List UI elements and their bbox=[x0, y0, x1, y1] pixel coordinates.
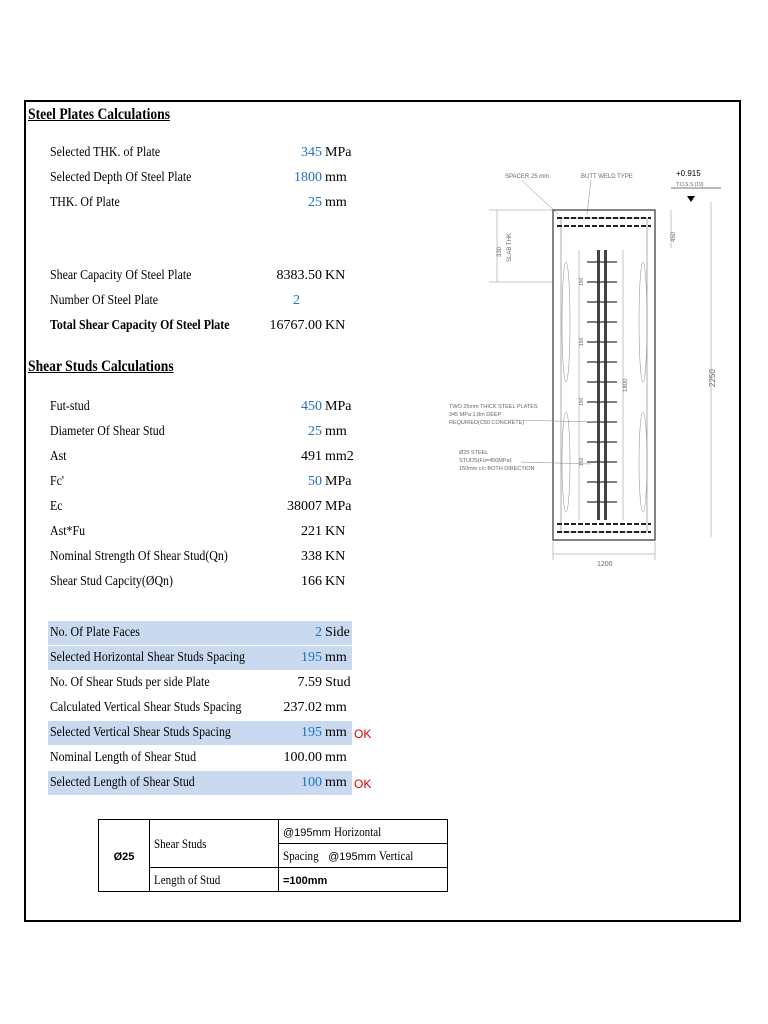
row-label: Nominal Length of Shear Stud bbox=[50, 750, 197, 765]
computed-value: 166 bbox=[301, 574, 322, 589]
row-label: Ec bbox=[50, 499, 63, 514]
dim-330: 330 bbox=[497, 246, 503, 257]
section-drawing bbox=[421, 162, 726, 582]
shear-studs bbox=[587, 262, 617, 502]
butt-weld-label: BUTT WELD TYPE bbox=[581, 174, 633, 180]
summary-table bbox=[98, 819, 448, 892]
ok-flag: OK bbox=[354, 777, 372, 791]
plate-note bbox=[449, 404, 538, 426]
slab-label: SLAB THK bbox=[507, 233, 513, 262]
row-label: Number Of Steel Plate bbox=[50, 293, 159, 308]
input-value[interactable]: 450 bbox=[301, 399, 322, 414]
row-label: THK. Of Plate bbox=[50, 195, 120, 210]
unit: mm bbox=[325, 775, 347, 790]
computed-value: 100.00 bbox=[283, 750, 322, 765]
unit: MPa bbox=[325, 499, 352, 514]
row-label: Selected Depth Of Steel Plate bbox=[50, 170, 192, 185]
steel-plate bbox=[597, 250, 600, 520]
row-label: Selected THK. of Plate bbox=[50, 145, 161, 160]
dim-150: 150 bbox=[579, 457, 585, 466]
svg-text:Ø25 STEEL: Ø25 STEEL bbox=[459, 450, 489, 456]
input-value[interactable]: 50 bbox=[308, 474, 322, 489]
steel-plates-title: Steel Plates Calculations bbox=[28, 106, 171, 123]
computed-value: 491 bbox=[301, 449, 322, 464]
computed-value: 38007 bbox=[287, 499, 322, 514]
dim-1200: 1200 bbox=[597, 561, 613, 568]
row-label: Selected Vertical Shear Studs Spacing bbox=[50, 725, 231, 740]
input-value[interactable]: 2 bbox=[315, 625, 322, 640]
unit: mm bbox=[325, 170, 347, 185]
computed-value: 16767.00 bbox=[269, 318, 322, 333]
unit: KN bbox=[325, 318, 346, 333]
row-label: Selected Horizontal Shear Studs Spacing bbox=[50, 650, 245, 665]
unit: KN bbox=[325, 574, 346, 589]
unit: KN bbox=[325, 524, 346, 539]
input-value[interactable]: 1800 bbox=[294, 170, 322, 185]
unit: mm bbox=[325, 750, 347, 765]
row-label: Shear Capacity Of Steel Plate bbox=[50, 268, 192, 283]
unit: mm bbox=[325, 650, 347, 665]
unit: mm2 bbox=[325, 449, 354, 464]
input-value[interactable]: 345 bbox=[301, 145, 322, 160]
unit: mm bbox=[325, 700, 347, 715]
vertical-spacing-cell: Spacing @195mm Vertical bbox=[279, 844, 448, 868]
unit: Side bbox=[325, 625, 350, 640]
input-value[interactable]: 100 bbox=[301, 775, 322, 790]
steel-plate bbox=[604, 250, 607, 520]
dim-150: 150 bbox=[579, 277, 585, 286]
row-label: No. Of Plate Faces bbox=[50, 625, 140, 640]
length-value-cell: =100mm bbox=[279, 868, 448, 892]
input-value[interactable]: 195 bbox=[301, 725, 322, 740]
computed-value: 237.02 bbox=[283, 700, 322, 715]
row-label: Ast*Fu bbox=[50, 524, 86, 539]
dim-150: 150 bbox=[579, 337, 585, 346]
row-label: Shear Stud Capcity(ØQn) bbox=[50, 574, 173, 589]
stud-note bbox=[459, 450, 535, 472]
input-value[interactable]: 2 bbox=[293, 293, 300, 308]
row-label: Ast bbox=[50, 449, 67, 464]
computed-value: 338 bbox=[301, 549, 322, 564]
row-label-total: Total Shear Capacity Of Steel Plate bbox=[50, 318, 230, 333]
svg-text:TWO 25mm THICK STEEL PLATES: TWO 25mm THICK STEEL PLATES bbox=[449, 404, 538, 410]
unit: mm bbox=[325, 424, 347, 439]
computed-value: 221 bbox=[301, 524, 322, 539]
row-label: Selected Length of Shear Stud bbox=[50, 775, 195, 790]
svg-text:REQUIRED(C50 CONCRETE): REQUIRED(C50 CONCRETE) bbox=[449, 420, 525, 426]
svg-text:345 MPa 1.8m DEEP: 345 MPa 1.8m DEEP bbox=[449, 412, 502, 418]
unit: MPa bbox=[325, 474, 352, 489]
row-label: Nominal Strength Of Shear Stud(Qn) bbox=[50, 549, 228, 564]
row-label: Diameter Of Shear Stud bbox=[50, 424, 165, 439]
calculation-sheet bbox=[24, 100, 741, 922]
spacer-label: SPACER 25 mm bbox=[505, 174, 550, 180]
svg-text:STUDS(Fu=450MPa): STUDS(Fu=450MPa) bbox=[459, 458, 512, 464]
dim-1800: 1800 bbox=[623, 378, 629, 392]
unit: mm bbox=[325, 725, 347, 740]
dim-450: 450 bbox=[671, 231, 677, 242]
input-value[interactable]: 25 bbox=[308, 195, 322, 210]
diameter-cell: Ø25 bbox=[99, 820, 150, 892]
unit: KN bbox=[325, 549, 346, 564]
svg-text:150mm c/c BOTH DIRECTION: 150mm c/c BOTH DIRECTION bbox=[459, 466, 535, 472]
row-label: Calculated Vertical Shear Studs Spacing bbox=[50, 700, 242, 715]
computed-value: 8383.50 bbox=[276, 268, 322, 283]
shear-studs-cell: Shear Studs bbox=[150, 820, 279, 868]
level-label: +0.915 bbox=[676, 169, 701, 178]
computed-value: 7.59 bbox=[297, 675, 322, 690]
input-value[interactable]: 25 bbox=[308, 424, 322, 439]
input-value[interactable]: 195 bbox=[301, 650, 322, 665]
unit: mm bbox=[325, 195, 347, 210]
unit: MPa bbox=[325, 399, 352, 414]
level-marker-icon bbox=[687, 196, 695, 202]
ok-flag: OK bbox=[354, 727, 372, 741]
unit: KN bbox=[325, 268, 346, 283]
dim-2250: 2250 bbox=[708, 369, 717, 387]
row-label: No. Of Shear Studs per side Plate bbox=[50, 675, 210, 690]
row-label: Fut-stud bbox=[50, 399, 90, 414]
unit: MPa bbox=[325, 145, 352, 160]
level-sub-label: T.O.S.S.(19) bbox=[676, 182, 704, 188]
dim-150: 150 bbox=[579, 397, 585, 406]
horizontal-spacing-cell: @195mm Horizontal bbox=[279, 820, 448, 844]
unit: Stud bbox=[325, 675, 351, 690]
length-label-cell: Length of Stud bbox=[150, 868, 279, 892]
shear-studs-title: Shear Studs Calculations bbox=[28, 358, 174, 375]
row-label: Fc' bbox=[50, 474, 65, 489]
